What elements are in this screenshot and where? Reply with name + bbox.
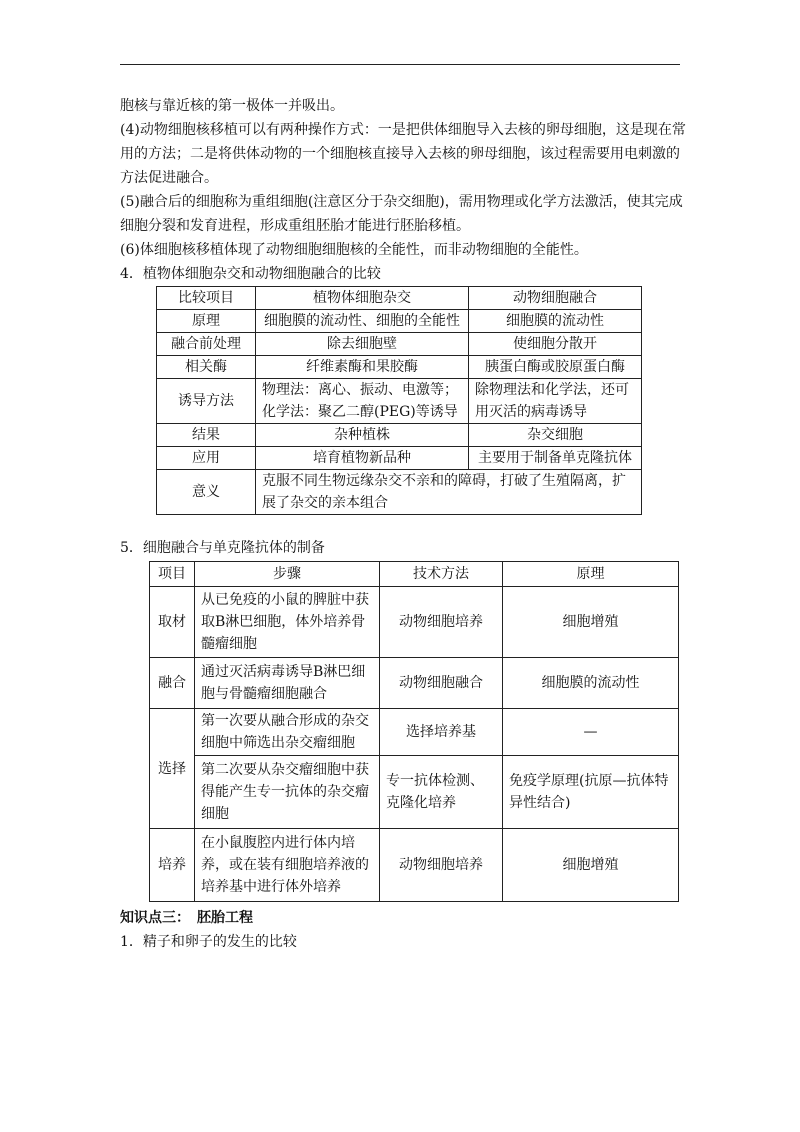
table-cell: 原理 — [157, 310, 256, 333]
table-row — [157, 424, 642, 447]
table-row — [157, 447, 642, 470]
monoclonal-antibody-table — [149, 561, 679, 902]
table-cell: 第二次要从杂交瘤细胞中获得能产生专一抗体的杂交瘤细胞 — [195, 756, 380, 829]
table-row — [150, 709, 679, 756]
table-cell: 选择培养基 — [380, 709, 503, 756]
paragraph: (5)融合后的细胞称为重组细胞(注意区分于杂交细胞)，需用物理或化学方法激活，使其完成细胞分裂和发育进程，形成重组胚胎才能进行胚胎移植。 — [120, 194, 683, 234]
table-cell: 取材 — [150, 587, 195, 658]
table-row — [157, 356, 642, 379]
table-row — [157, 470, 642, 515]
table-cell: 物理法：离心、振动、电激等；化学法：聚乙二醇(PEG)等诱导 — [256, 379, 469, 424]
table-cell: 从已免疫的小鼠的脾脏中获取B淋巴细胞，体外培养骨髓瘤细胞 — [195, 587, 380, 658]
table-cell: 除物理法和化学法，还可用灭活的病毒诱导 — [469, 379, 642, 424]
table-cell: 结果 — [157, 424, 256, 447]
table-cell: 应用 — [157, 447, 256, 470]
table-cell: 通过灭活病毒诱导B淋巴细胞与骨髓瘤细胞融合 — [195, 658, 380, 709]
header-rule — [120, 64, 680, 65]
table-row — [157, 310, 642, 333]
comparison-table — [156, 286, 642, 515]
table-cell: 相关酶 — [157, 356, 256, 379]
table-cell: 细胞膜的流动性 — [469, 310, 642, 333]
table-cell: 培养 — [150, 829, 195, 902]
table-header-cell: 技术方法 — [380, 562, 503, 587]
table-cell: 动物细胞融合 — [380, 658, 503, 709]
table-header-cell: 动物细胞融合 — [469, 287, 642, 310]
table-cell: 免疫学原理(抗原—抗体特异性结合) — [503, 756, 679, 829]
table-header-cell: 原理 — [503, 562, 679, 587]
table-cell: 在小鼠腹腔内进行体内培养，或在装有细胞培养液的培养基中进行体外培养 — [195, 829, 380, 902]
table-cell: 除去细胞壁 — [256, 333, 469, 356]
table-cell: 选择 — [150, 709, 195, 829]
table-cell: 杂种植株 — [256, 424, 469, 447]
table-cell: 纤维素酶和果胶酶 — [256, 356, 469, 379]
table-cell: 使细胞分散开 — [469, 333, 642, 356]
table-cell: 细胞增殖 — [503, 829, 679, 902]
table-header-cell: 比较项目 — [157, 287, 256, 310]
table-cell: 意义 — [157, 470, 256, 515]
table-cell: 动物细胞培养 — [380, 587, 503, 658]
table-row — [150, 756, 679, 829]
table-cell: 动物细胞培养 — [380, 829, 503, 902]
section-heading: 5．细胞融合与单克隆抗体的制备 — [120, 540, 325, 556]
table-header-row — [157, 287, 642, 310]
table-row — [157, 379, 642, 424]
sub-heading: 1．精子和卵子的发生的比较 — [120, 934, 297, 950]
section-heading: 知识点三： 胚胎工程 — [120, 910, 253, 926]
table-row — [157, 333, 642, 356]
table-header-row — [150, 562, 679, 587]
table-cell: 细胞膜的流动性、细胞的全能性 — [256, 310, 469, 333]
table-cell: 细胞增殖 — [503, 587, 679, 658]
table-cell: 主要用于制备单克隆抗体 — [469, 447, 642, 470]
table-cell: 胰蛋白酶或胶原蛋白酶 — [469, 356, 642, 379]
table-cell: 诱导方法 — [157, 379, 256, 424]
paragraph: 胞核与靠近核的第一极体一并吸出。 — [120, 98, 344, 114]
table-row — [150, 829, 679, 902]
table-cell: — — [503, 709, 679, 756]
table-header-cell: 植物体细胞杂交 — [256, 287, 469, 310]
paragraph: (6)体细胞核移植体现了动物细胞细胞核的全能性，而非动物细胞的全能性。 — [120, 242, 588, 258]
table-row — [150, 658, 679, 709]
table-cell: 融合 — [150, 658, 195, 709]
table-row — [150, 587, 679, 658]
table-cell: 克服不同生物远缘杂交不亲和的障碍，打破了生殖隔离，扩展了杂交的亲本组合 — [256, 470, 642, 515]
table-cell: 杂交细胞 — [469, 424, 642, 447]
table-header-cell: 步骤 — [195, 562, 380, 587]
table-header-cell: 项目 — [150, 562, 195, 587]
table-cell: 细胞膜的流动性 — [503, 658, 679, 709]
table-cell: 专一抗体检测、克隆化培养 — [380, 756, 503, 829]
section-heading: 4．植物体细胞杂交和动物细胞融合的比较 — [120, 266, 381, 282]
table-cell: 培育植物新品种 — [256, 447, 469, 470]
table-cell: 融合前处理 — [157, 333, 256, 356]
paragraph: (4)动物细胞核移植可以有两种操作方式：一是把供体细胞导入去核的卵母细胞，这是现在常用的方法；二是将供体动物的一个细胞核直接导入去核的卵母细胞，该过程需要用电刺激的方法促进融合。 — [120, 122, 686, 186]
table-cell: 第一次要从融合形成的杂交细胞中筛选出杂交瘤细胞 — [195, 709, 380, 756]
